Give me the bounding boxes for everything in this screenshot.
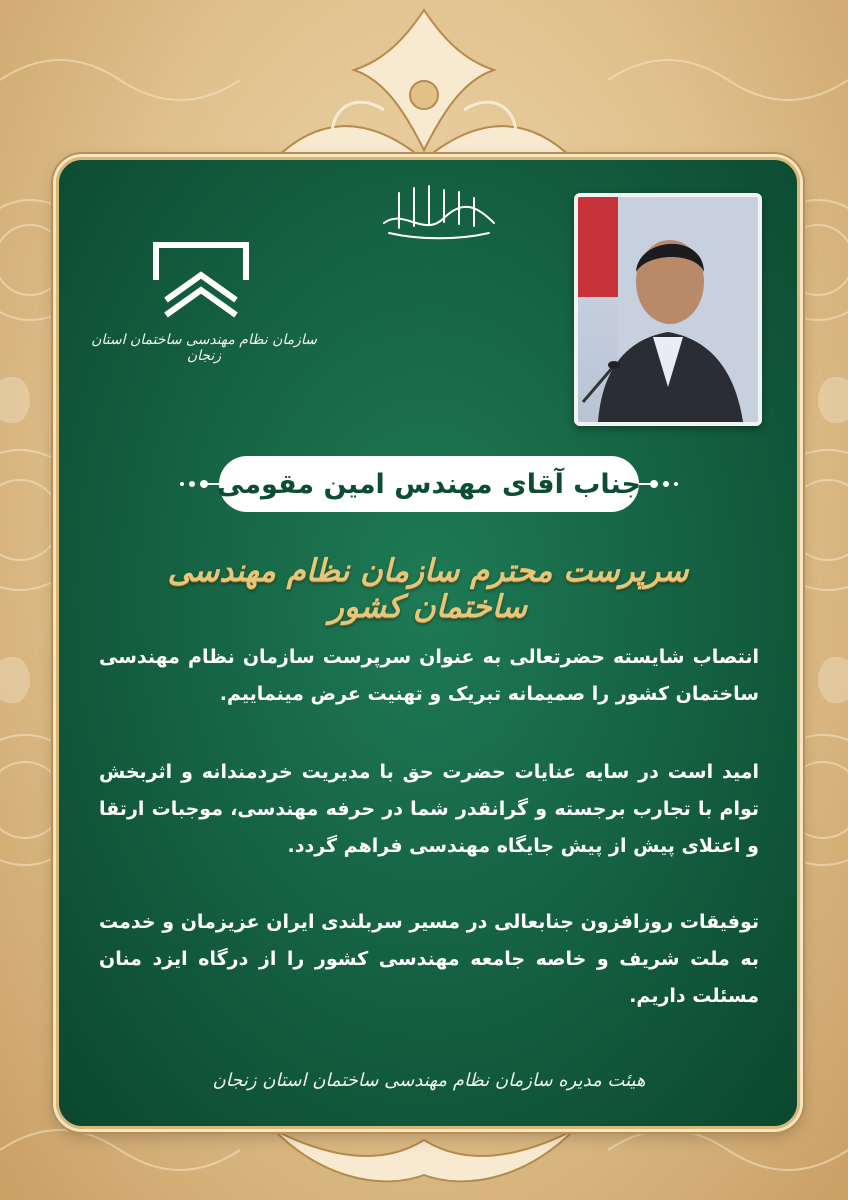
message-paragraph-3: توفیقات روزافزون جنابعالی در مسیر سربلندی ایران عزیزمان و خدمت به ملت شریف و خاصه جامعه مهندسی کشور را از درگاه ایزد منان مسئلت داریم. [99,911,759,1007]
message-paragraph-2: امید است در سایه عنایات حضرت حق با مدیریت خردمندانه و اثربخش توام با تجارب برجسته و گرانقدر شما در حرفه مهندسی، موجبات ارتقا و اعتلای پیش از پیش جایگاه مهندسی فراهم گردد. [99,761,759,857]
message-paragraph-1: انتصاب شایسته حضرتعالی به عنوان سرپرست سازمان نظام مهندسی ساختمان کشور را صمیمانه تبریک و تهنیت عرض مینماییم. [99,646,759,705]
recipient-name: جناب آقای مهندس امین مقومی [217,468,641,500]
recipient-name-container [174,452,684,516]
top-ornament-icon [234,0,614,180]
green-panel [56,157,800,1129]
recipient-role: سرپرست محترم سازمان نظام مهندسی ساختمان کشور [167,553,689,625]
portrait-image-icon [578,197,758,422]
org-name: سازمان نظام مهندسی ساختمان استان زنجان [91,332,317,364]
signature: هیئت مدیره سازمان نظام مهندسی ساختمان استان زنجان [212,1070,646,1091]
recipient-portrait [574,193,762,426]
building-roof-logo-icon [151,240,251,320]
bottom-ornament-icon [254,1120,594,1200]
bismillah-calligraphy-icon [379,178,499,243]
